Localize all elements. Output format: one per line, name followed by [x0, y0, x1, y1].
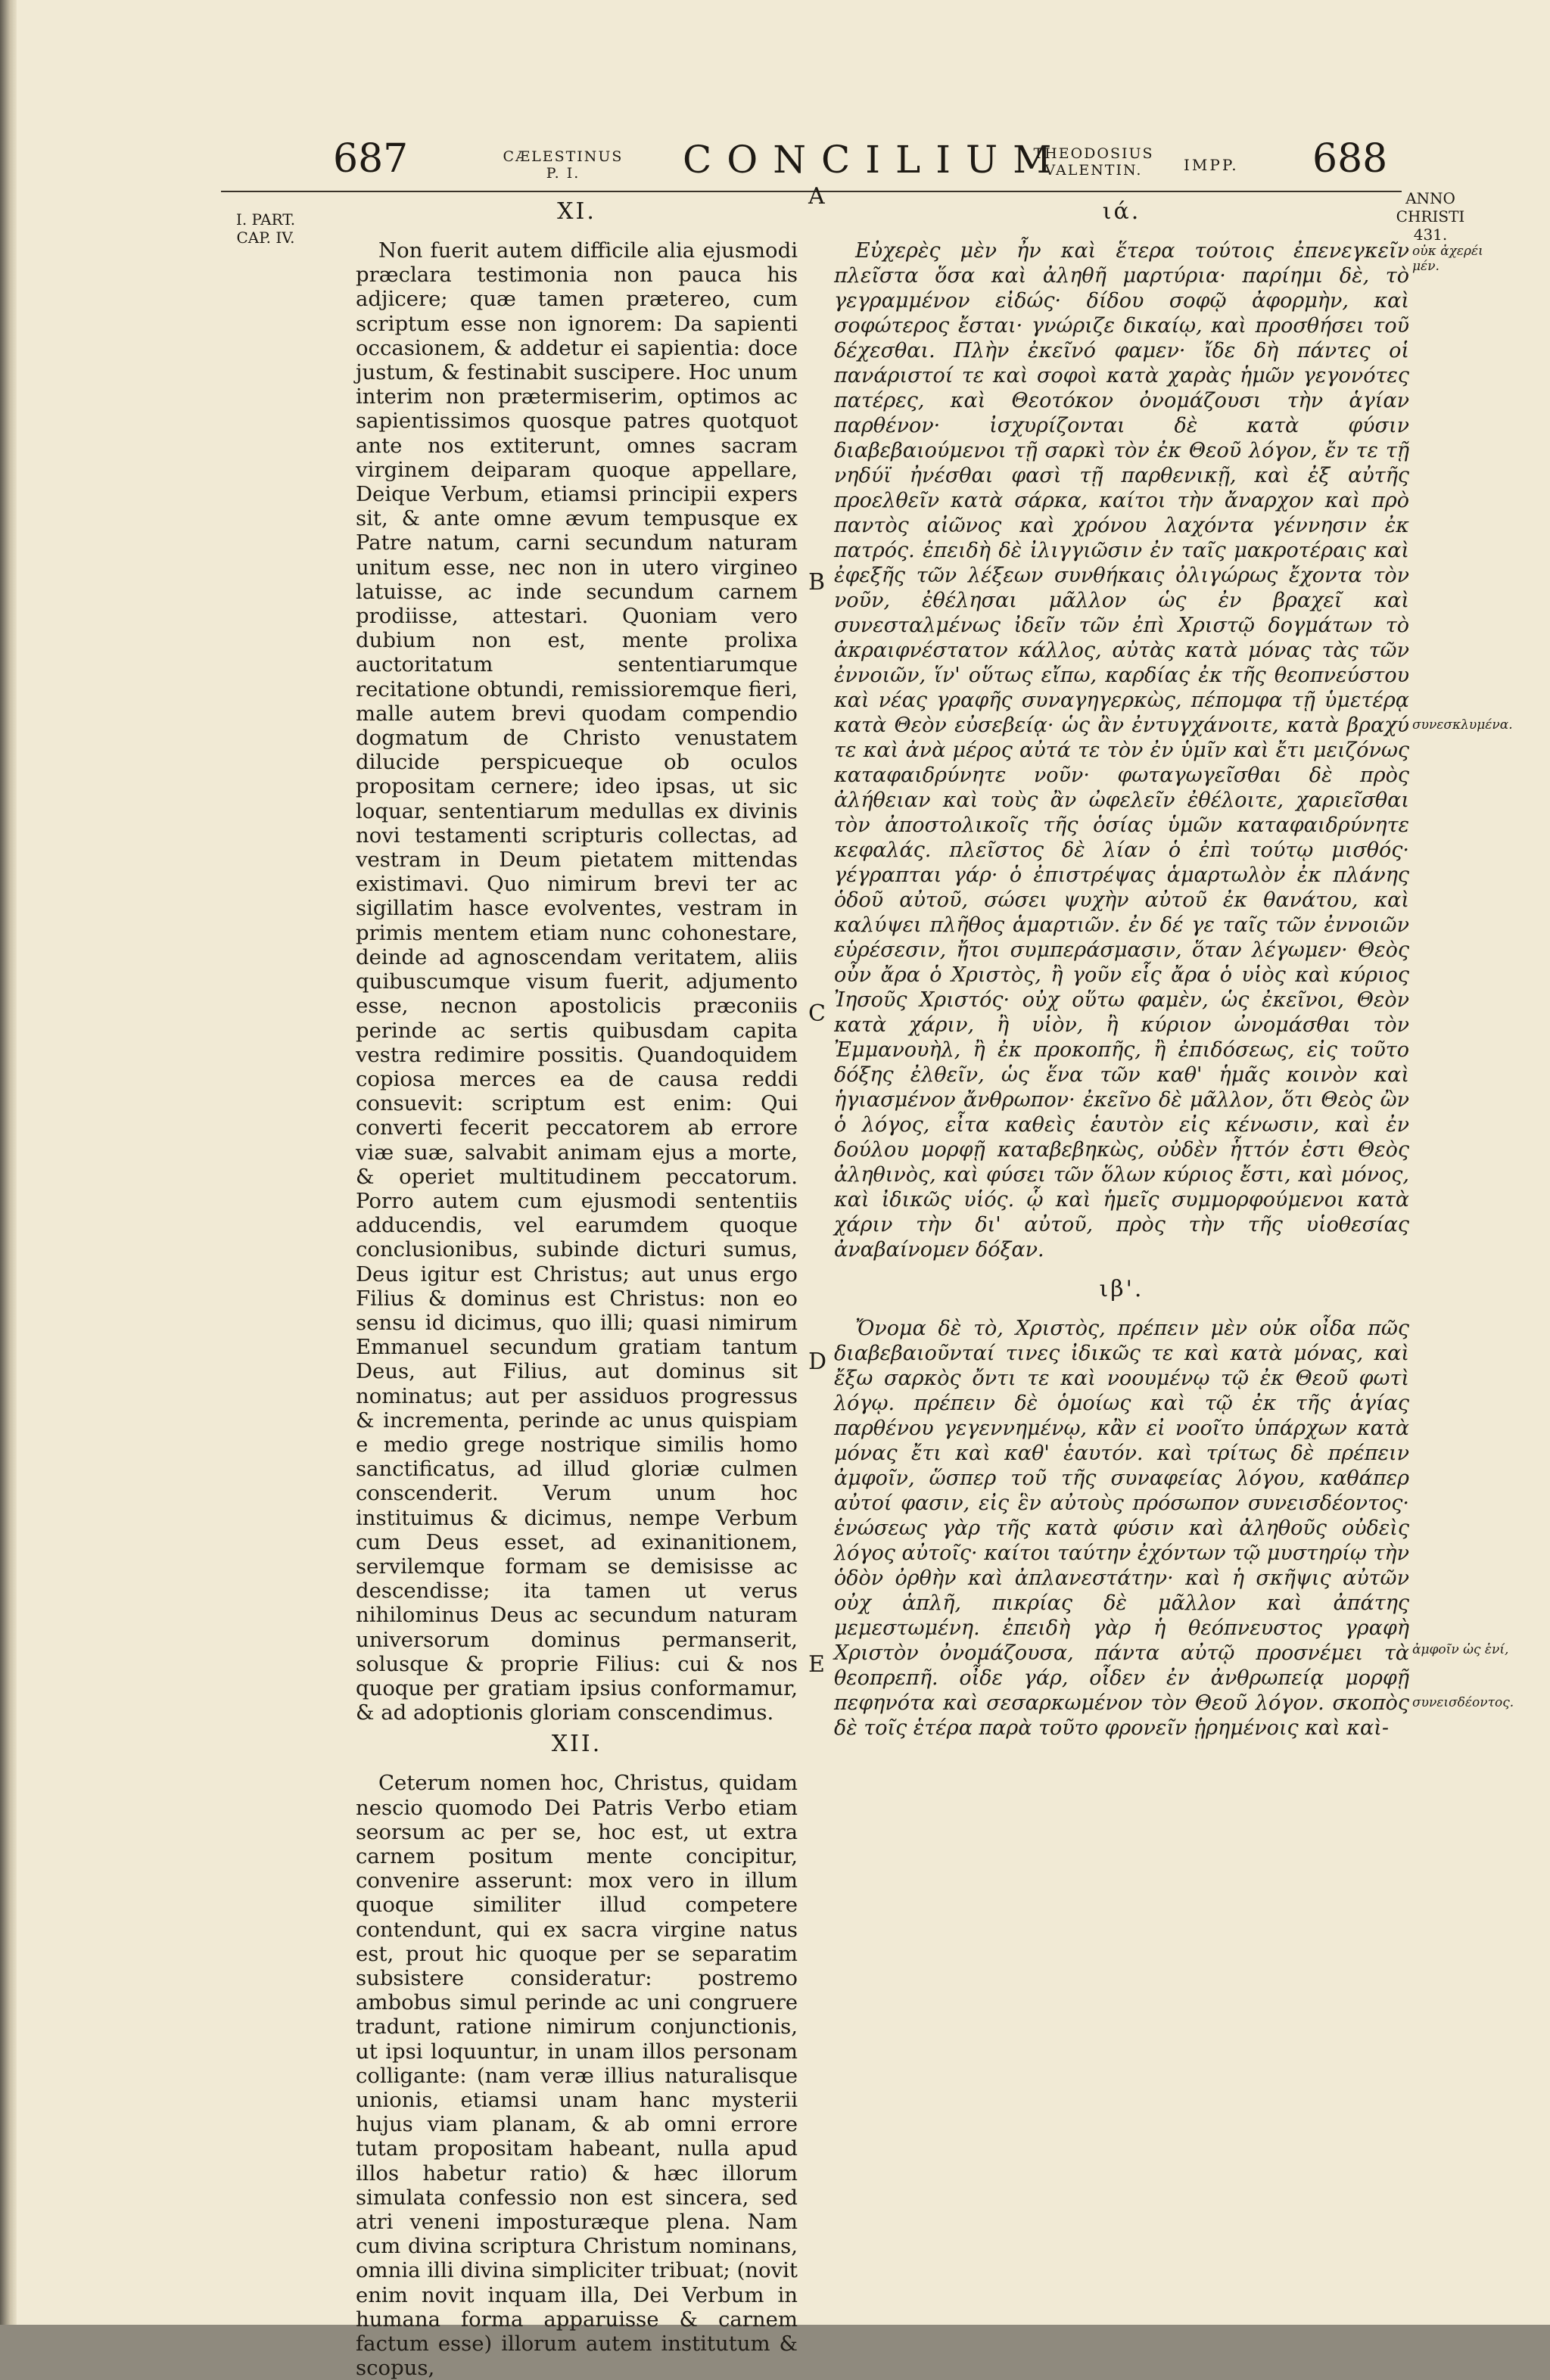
header-title: CONCILIUM — [683, 138, 1067, 182]
header-right-label-line1: THEODOSIUS — [1033, 145, 1154, 162]
latin-paragraph: Ceterum nomen hoc, Christus, quidam nescio quomodo Dei Patris Verbo etiam seorsum ac per se, hoc est, ut extra carnem positum mente concipitur, convenire asserunt: mox vero in illum quoque similiter illud competere contendunt, qui ex sacra virgine natus est, prout hic quoque per se separatim subsistere consideratur: postremo ambobus simul perinde ac uni congruere tradunt, ratione nimirum conjunctionis, ut ipsi loquuntur, in unam illos personam colligante: (nam veræ illius naturalisque unionis, etiamsi unam hanc mysterii hujus viam planam, & ab omni errore tutam propositam habeant, nulla apud illos habetur ratio) & hæc illorum simulata confessio non est sincera, sed atri veneni imposturæque plena. Nam cum divina scriptura Christum nominans, omnia illi divina simpliciter tribuat; (novit enim novit inquam illa, Dei Verbum in humana forma apparuisse & carnem factum esse) illorum autem institutum & scopus, — [356, 1771, 798, 2380]
latin-section-heading: XI. — [557, 198, 596, 225]
right-margin-note-line1: ANNO — [1405, 189, 1455, 207]
right-margin-note-line2: CHRISTI — [1396, 207, 1465, 226]
latin-section-heading: XII. — [551, 1731, 602, 1758]
book-page — [17, 0, 1550, 2380]
left-margin-note — [209, 210, 322, 247]
greek-section-heading: ιά. — [1102, 198, 1141, 225]
section-letter-a: A — [808, 183, 825, 210]
section-letter-e: E — [808, 1651, 825, 1678]
left-margin-note-line1: I. PART. — [235, 210, 296, 229]
greek-paragraph: Ὄνομα δὲ τὸ, Χριστὸς, πρέπειν μὲν οὐκ οἶδα πῶς διαβεβαιοῦνταί τινες ἰδικῶς τε καὶ κατὰ μόνας, καὶ ἔξω σαρκὸς ὄντι τε καὶ νοουμένῳ τῷ ἐκ Θεοῦ φωτὶ λόγῳ. πρέπειν δὲ ὁμοίως καὶ τῷ ἐκ τῆς ἁγίας παρθένου γεγεννημένῳ, κἂν εἰ νοοῖτο ὑπάρχων κατὰ μόνας ἔτι καὶ καθ' ἑαυτόν. καὶ τρίτως δὲ πρέπειν ἀμφοῖν, ὥσπερ τοῦ τῆς συναφείας λόγου, καθάπερ αὐτοί φασιν, εἰς ἓν αὐτοὺς πρόσωπον συνεισδέοντος· ἑνώσεως γὰρ τῆς κατὰ φύσιν καὶ ἀληθοῦς οὐδεὶς λόγος αὐτοῖς· καίτοι ταύτην ἐχόντων τῷ μυστηρίῳ τὴν ὁδὸν ὀρθὴν καὶ ἀπλανεστάτην· καὶ ἡ σκῆψις αὐτῶν οὐχ ἁπλῆ, πικρίας δὲ μᾶλλον καὶ ἀπάτης μεμεστωμένη. ἐπειδὴ γὰρ ἡ θεόπνευστος γραφὴ Χριστὸν ὀνομάζουσα, πάντα αὐτῷ προσνέμει τὰ θεοπρεπῆ. οἶδε γάρ, οἶδεν ἐν ἀνθρωπείᾳ μορφῇ πεφηνότα καὶ σεσαρκωμένον τὸν Θεοῦ λόγον. σκοπὸς δὲ τοῖς ἑτέρα παρὰ τοῦτο φρονεῖν ᾑρημένοις καὶ καὶ- — [834, 1317, 1409, 1740]
greek-paragraph: Εὐχερὲς μὲν ἦν καὶ ἕτερα τούτοις ἐπενεγκεῖν πλεῖστα ὅσα καὶ ἀληθῆ μαρτύρια· παρίημι δὲ, τὸ γεγραμμένον εἰδώς· δίδου σοφῷ ἀφορμὴν, καὶ σοφώτερος ἔσται· γνώριζε δικαίῳ, καὶ προσθήσει τοῦ δέχεσθαι. Πλὴν ἐκεῖνό φαμεν· ἴδε δὴ πάντες οἱ πανάριστοί τε καὶ σοφοὶ κατὰ χαρὰς ἡμῶν γεγονότες πατέρες, καὶ Θεοτόκον ὀνομάζουσι τὴν ἁγίαν παρθένον· ἰσχυρίζονται δὲ κατὰ φύσιν διαβεβαιούμενοι τῇ σαρκὶ τὸν ἐκ Θεοῦ λόγον, ἔν τε τῇ νηδύϊ ἠνέσθαι φασὶ τῇ παρθενικῇ, καὶ ἐξ αὐτῆς προελθεῖν κατὰ σάρκα, καίτοι τὴν ἄναρχον καὶ πρὸ παντὸς αἰῶνος καὶ χρόνου λαχόντα γέννησιν ἐκ πατρός. ἐπειδὴ δὲ ἰλιγγιῶσιν ἐν ταῖς μακροτέραις καὶ ἐφεξῆς τῶν λέξεων συνθήκαις ὀλιγώρως ἔχοντα τὸν νοῦν, ἐθέλησαι μᾶλλον ὡς ἐν βραχεῖ καὶ συνεσταλμένως ἰδεῖν τῶν ἐπὶ Χριστῷ δογμάτων τὸ ἀκραιφνέστατον κάλλος, αὐτὰς κατὰ μόνας τὰς τῶν ἐννοιῶν, ἵν' οὕτως εἴπω, καρδίας ἐκ τῆς θεοπνεύστου καὶ νέας γραφῆς συναγηγερκὼς, πέπομφα τῇ ὑμετέρᾳ κατὰ Θεὸν εὐσεβείᾳ· ὡς ἂν ἐντυγχάνοιτε, κατὰ βραχύ τε καὶ ἀνὰ μέρος αὐτά τε τὸν ἐν ὑμῖν καὶ ἔτι μειζόνως καταφαιδρύνητε νοῦν· φωταγωγεῖσθαι δὲ πρὸς ἀλήθειαν καὶ τοὺς ἂν ὠφελεῖν ἐθέλοιτε, χαριεῖσθαι τὸν ἀποστολικοῖς τῆς ὁσίας ὑμῶν καταφαιδρύνητε κεφαλάς. πλεῖστος δὲ λίαν ὁ ἐπὶ τούτῳ μισθός· γέγραπται γάρ· ὁ ἐπιστρέψας ἁμαρτωλὸν ἐκ πλάνης ὁδοῦ αὐτοῦ, σώσει ψυχὴν αὐτοῦ ἐκ θανάτου, καὶ καλύψει πλῆθος ἁμαρτιῶν. ἐν δέ γε ταῖς τῶν ἐννοιῶν εὑρέσεσιν, ἤτοι συμπεράσμασιν, ὅταν λέγωμεν· Θεὸς οὖν ἄρα ὁ Χριστὸς, ἢ γοῦν εἷς ἄρα ὁ υἱὸς καὶ κύριος Ἰησοῦς Χριστός· οὐχ οὕτω φαμὲν, ὡς ἐκεῖνοι, Θεὸν κατὰ χάριν, ἢ υἱὸν, ἢ κύριον ὠνομάσθαι τὸν Ἐμμανουὴλ, ἢ ἐκ προκοπῆς, ἢ ἐπιδόσεως, εἰς τοῦτο δόξης ἐλθεῖν, ὡς ἕνα τῶν καθ' ἡμᾶς κοινὸν καὶ ἡγιασμένον ἄνθρωπον· ἐκεῖνο δὲ μᾶλλον, ὅτι Θεὸς ὢν ὁ λόγος, εἶτα καθεὶς ἑαυτὸν εἰς κένωσιν, καὶ ἐν δούλου μορφῇ καταβεβηκὼς, οὐδὲν ἧττόν ἐστι Θεὸς ἀληθινὸς, καὶ φύσει τῶν ὅλων κύριος ἔστι, καὶ μόνος, καὶ ἰδικῶς υἱός. ᾧ καὶ ἡμεῖς συμμορφούμενοι κατὰ χάριν τὴν δι' αὐτοῦ, πρὸς τὴν τῆς υἱοθεσίας ἀναβαίνομεν δόξαν. — [834, 239, 1409, 1262]
section-letter-d: D — [808, 1349, 827, 1375]
running-header — [17, 136, 1550, 197]
margin-gloss: ἀμφοῖν ὡς ἑνί, — [1412, 1642, 1509, 1657]
margin-gloss: συνεσκλυμένα. — [1412, 717, 1513, 733]
margin-gloss: οὐκ ἀχερέι μέν. — [1412, 244, 1483, 274]
margin-gloss: συνεισδέοντος. — [1412, 1695, 1514, 1710]
greek-column — [834, 198, 1409, 1741]
header-left-label — [480, 148, 646, 182]
latin-paragraph: Non fuerit autem difficile alia ejusmodi præclara testimonia non pauca his adjicere; quæ tamen prætereo, cum scriptum esse non ignorem: Da sapienti occasionem, & addetur ei sapientia: doce justum, & festinabit suscipere. Hoc unum interim non prætermiserim, optimos ac sapientissimos quosque patres quotquot ante nos extiterunt, omnes sacram virginem deiparam quoque appellare, Deique Verbum, etiamsi principii expers sit, & ante omne ævum tempusque ex Patre natum, carni secundum naturam unitum esse, nec non in utero virgineo latuisse, ac inde secundum carnem prodiisse, attestari. Quoniam vero dubium non est, mente prolixa auctoritatum sententiarumque recitatione obtundi, remissioremque fieri, malle autem brevi quodam compendio dogmatum de Christo venustatem dilucide perspicueque ob oculos propositam cernere; ideo ipsas, ut sic loquar, sententiarum medullas ex divinis novi testamenti scripturis collectas, ad vestram in Deum pietatem mittendas existimavi. Quo nimirum brevi ter ac sigillatim hasce evolventes, vestram in primis mentem etiam nunc cohonestare, deinde ad agnoscendam veritatem, aliis quibuscumque visum fuerit, adjumento esse, necnon apostolicis præconiis perinde ac sertis quibusdam capita vestra redimire possitis. Quandoquidem copiosa merces ea de causa reddi consuevit: scriptum est enim: Qui converti fecerit peccatorem ab errore viæ suæ, salvabit animam ejus a morte, & operiet multitudinem peccatorum. Porro autem cum ejusmodi sententiis adducendis, vel earumdem quoque conclusionibus, subinde dicturi sumus, Deus igitur est Christus; aut unus ergo Filius & dominus est Christus: non eo sensu id dicimus, quo illi; quasi nimirum Emmanuel secundum gratiam tantum Deus, aut Filius, aut dominus sit nominatus; aut per assiduos progressus & incrementa, perinde ac unus quispiam e medio grege nostrique similis homo sanctificatus, ad illud gloriæ culmen conscenderit. Verum unum hoc instituimus & dicimus, nempe Verbum cum Deus esset, ad exinanitionem, servilemque formam se demisisse ac descendisse; ita tamen ut verus nihilominus Deus ac secundum naturam universorum dominus permanserit, solusque & proprie Filius: cui & nos quoque per gratiam ipsius conformamur, & ad adoptionis gloriam conscendimus. — [356, 238, 798, 1725]
book-page-edge — [0, 0, 17, 2325]
header-right-label-line2: VALENTIN. — [1044, 162, 1143, 179]
page-number-right: 688 — [1312, 136, 1388, 182]
right-margin-note-line3: 431. — [1413, 226, 1448, 244]
header-right-label — [1022, 145, 1166, 179]
section-letter-c: C — [808, 1000, 826, 1027]
section-letter-b: B — [808, 569, 826, 596]
left-margin-note-line2: CAP. IV. — [236, 229, 295, 247]
header-left-label-line1: CÆLESTINUS — [503, 148, 624, 165]
header-right-suffix: IMPP. — [1184, 156, 1239, 174]
latin-column — [356, 198, 798, 2380]
header-left-label-line2: P. I. — [546, 165, 580, 182]
page-number-left: 687 — [333, 136, 409, 182]
greek-section-heading: ιβ'. — [1099, 1276, 1144, 1302]
